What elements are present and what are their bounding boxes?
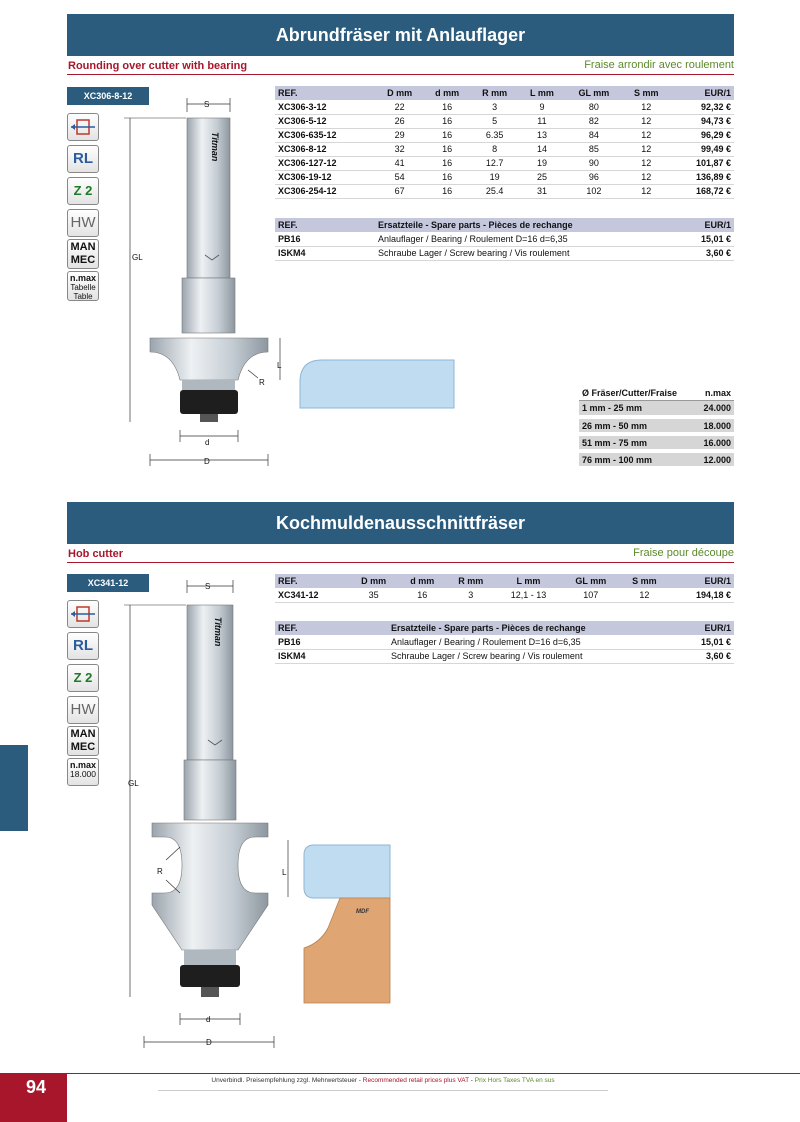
table-row: [579, 451, 734, 468]
table-cell: 22: [375, 100, 423, 114]
table-cell: 15,01 €: [681, 635, 734, 649]
profile-sample-hob: [300, 843, 392, 1005]
table-cell: 24.000: [695, 400, 734, 417]
table-cell: 12,1 - 13: [495, 588, 561, 602]
profile-sample-rounded: [298, 358, 456, 410]
table-cell: 14: [519, 142, 565, 156]
col-d: d mm: [424, 86, 471, 100]
table-cell: XC341-12: [275, 588, 349, 602]
product-table: [275, 86, 734, 199]
rounding-cutter-drawing: [120, 90, 300, 475]
table-cell: 35: [349, 588, 398, 602]
spare-parts-table: [275, 218, 734, 261]
table-cell: 12: [620, 588, 669, 602]
table-cell: 76 mm - 100 mm: [579, 451, 695, 468]
table-row: [275, 649, 734, 663]
footer-sep: -: [356, 1077, 363, 1084]
col-ref: REF.: [275, 621, 388, 635]
col-price: EUR/1: [681, 621, 734, 635]
table-cell: 51 mm - 75 mm: [579, 434, 695, 451]
col-price: EUR/1: [669, 574, 734, 588]
man-label: MAN: [70, 241, 96, 253]
table-row: [275, 128, 734, 142]
col-L: L mm: [519, 86, 565, 100]
table-row: [275, 142, 734, 156]
table-cell: XC306-8-12: [275, 142, 375, 156]
table-row: [579, 400, 734, 417]
table-header: [275, 218, 734, 232]
table-row: [275, 635, 734, 649]
mdf-label: MDF: [356, 909, 369, 915]
col-ref: REF.: [275, 574, 349, 588]
table-row: [275, 114, 734, 128]
brand-label: Titman: [213, 617, 223, 647]
table-cell: XC306-5-12: [275, 114, 375, 128]
table-cell: 54: [375, 170, 423, 184]
table-cell: 18.000: [695, 417, 734, 434]
col-S: S mm: [623, 86, 671, 100]
d-label: d: [205, 438, 210, 447]
page-number: 94: [0, 1073, 67, 1122]
table-cell: 16: [424, 170, 471, 184]
col-D: D mm: [375, 86, 423, 100]
footer-sep: -: [468, 1077, 475, 1084]
rl-badge: RL: [67, 145, 99, 173]
table-cell: 41: [375, 156, 423, 170]
table-cell: 96: [565, 170, 622, 184]
table-cell: 12: [623, 128, 671, 142]
table-cell: 16: [424, 114, 471, 128]
table-row: [275, 184, 734, 198]
divider: [67, 74, 734, 75]
product-code-tag: XC341-12: [67, 574, 149, 592]
brand-label: Titman: [210, 132, 220, 162]
product-table: [275, 574, 734, 603]
D-label: D: [204, 457, 210, 466]
table-cell: 16: [424, 156, 471, 170]
table-cell: 136,89 €: [670, 170, 734, 184]
col-L: L mm: [495, 574, 561, 588]
table-cell: 3,60 €: [681, 649, 734, 663]
spare-parts-table: [275, 621, 734, 664]
nmax-badge: [67, 271, 99, 301]
rotation-icon: [67, 113, 99, 141]
col-D: D mm: [349, 574, 398, 588]
table-cell: 90: [565, 156, 622, 170]
table-cell: 16: [424, 128, 471, 142]
table-cell: 12.000: [695, 451, 734, 468]
l-label: L: [277, 361, 282, 370]
mec-label: MEC: [70, 254, 96, 266]
col-R: R mm: [470, 86, 518, 100]
table-cell: 12: [623, 170, 671, 184]
table-cell: 16: [398, 588, 446, 602]
table-cell: 84: [565, 128, 622, 142]
table-cell: 12: [623, 100, 671, 114]
nmax-label: n.max: [69, 760, 96, 770]
table-cell: 99,49 €: [670, 142, 734, 156]
D-label: D: [206, 1038, 212, 1047]
table-cell: 26: [375, 114, 423, 128]
table-cell: ISKM4: [275, 649, 388, 663]
s-label: S: [205, 582, 211, 591]
table-row: [579, 434, 734, 451]
table-cell: PB16: [275, 232, 375, 246]
section2-subtitle-en: Hob cutter: [68, 548, 123, 560]
table-cell: 26 mm - 50 mm: [579, 417, 695, 434]
section1-title: Abrundfräser mit Anlauflager: [67, 14, 734, 56]
table-row: [275, 232, 734, 246]
table-cell: 6.35: [470, 128, 518, 142]
table-cell: Anlauflager / Bearing / Roulement D=16 d=6,35: [388, 635, 681, 649]
table-cell: Schraube Lager / Screw bearing / Vis roulement: [375, 246, 679, 260]
table-cell: Schraube Lager / Screw bearing / Vis roulement: [388, 649, 681, 663]
table-cell: 16: [424, 100, 471, 114]
footer-en: Recommended retail prices plus VAT: [362, 1077, 469, 1084]
footer-note: [158, 1077, 608, 1091]
col-description: Ersatzteile - Spare parts - Pièces de rechange: [388, 621, 681, 635]
nmax-badge: [67, 758, 99, 786]
hw-badge: HW: [67, 209, 99, 237]
rotation-icon: [67, 600, 99, 628]
table-row: [275, 170, 734, 184]
footer-fr: Prix Hors Taxes TVA en sus: [474, 1077, 555, 1084]
d-label: d: [206, 1015, 211, 1024]
table-cell: 5: [470, 114, 518, 128]
table-cell: 168,72 €: [670, 184, 734, 198]
table-cell: 107: [561, 588, 620, 602]
z2-badge: Z 2: [67, 177, 99, 205]
l-label: L: [282, 868, 287, 877]
table-cell: 67: [375, 184, 423, 198]
section2-title: Kochmuldenausschnittfräser: [67, 502, 734, 544]
divider: [67, 562, 734, 563]
gl-label: GL: [128, 779, 139, 788]
col-ref: REF.: [275, 218, 375, 232]
table-row: [275, 588, 734, 602]
table-row: [579, 417, 734, 434]
col-S: S mm: [620, 574, 669, 588]
max-speed-table: [579, 386, 734, 470]
table-cell: 16.000: [695, 434, 734, 451]
table-row: [275, 156, 734, 170]
table-cell: 25.4: [470, 184, 518, 198]
hob-cutter-drawing: [120, 575, 300, 1055]
table-cell: XC306-127-12: [275, 156, 375, 170]
col-description: Ersatzteile - Spare parts - Pièces de rechange: [375, 218, 679, 232]
table-cell: 29: [375, 128, 423, 142]
section1-subtitle-en: Rounding over cutter with bearing: [68, 60, 248, 72]
table-cell: 12: [623, 142, 671, 156]
table-cell: 16: [424, 142, 471, 156]
table-header: [579, 386, 734, 400]
nmax-tabelle: Tabelle: [70, 283, 96, 292]
table-cell: 15,01 €: [679, 232, 734, 246]
table-cell: 102: [565, 184, 622, 198]
table-header: [275, 86, 734, 100]
table-cell: 80: [565, 100, 622, 114]
table-cell: 94,73 €: [670, 114, 734, 128]
section2-subtitle-fr: Fraise pour découpe: [633, 547, 734, 559]
table-cell: 12: [623, 184, 671, 198]
table-cell: 12: [623, 114, 671, 128]
table-cell: 13: [519, 128, 565, 142]
col-d: d mm: [398, 574, 446, 588]
table-cell: 25: [519, 170, 565, 184]
table-cell: 32: [375, 142, 423, 156]
section1-subtitle-fr: Fraise arrondir avec roulement: [584, 59, 734, 71]
col-price: EUR/1: [679, 218, 734, 232]
col-diameter: Ø Fräser/Cutter/Fraise: [579, 386, 695, 400]
table-cell: 3,60 €: [679, 246, 734, 260]
nmax-table: Table: [73, 292, 93, 301]
table-cell: 12: [623, 156, 671, 170]
col-R: R mm: [446, 574, 495, 588]
table-cell: XC306-254-12: [275, 184, 375, 198]
table-header: [275, 574, 734, 588]
table-cell: 101,87 €: [670, 156, 734, 170]
rl-badge: RL: [67, 632, 99, 660]
table-cell: XC306-635-12: [275, 128, 375, 142]
mec-label: MEC: [70, 741, 96, 753]
r-label: R: [259, 378, 265, 387]
product-code-tag: XC306-8-12: [67, 87, 149, 105]
table-cell: 1 mm - 25 mm: [579, 400, 695, 417]
table-cell: 3: [470, 100, 518, 114]
col-GL: GL mm: [565, 86, 622, 100]
hw-badge: HW: [67, 696, 99, 724]
table-cell: 19: [519, 156, 565, 170]
nmax-value: 18.000: [70, 769, 96, 779]
table-cell: 16: [424, 184, 471, 198]
table-cell: 19: [470, 170, 518, 184]
chapter-tab: [0, 745, 28, 831]
table-cell: Anlauflager / Bearing / Roulement D=16 d=6,35: [375, 232, 679, 246]
table-cell: 82: [565, 114, 622, 128]
z2-badge: Z 2: [67, 664, 99, 692]
man-mec-badge: [67, 239, 99, 269]
table-header: [275, 621, 734, 635]
man-mec-badge: [67, 726, 99, 756]
table-cell: 31: [519, 184, 565, 198]
footer-de: Unverbindl. Preisempfehlung zzgl. Mehrwertsteuer: [211, 1077, 357, 1084]
table-cell: 11: [519, 114, 565, 128]
table-cell: XC306-19-12: [275, 170, 375, 184]
table-cell: XC306-3-12: [275, 100, 375, 114]
r-label: R: [157, 867, 163, 876]
table-cell: ISKM4: [275, 246, 375, 260]
col-nmax: n.max: [695, 386, 734, 400]
footer-divider: [67, 1073, 800, 1074]
table-cell: 8: [470, 142, 518, 156]
col-GL: GL mm: [561, 574, 620, 588]
col-price: EUR/1: [670, 86, 734, 100]
table-cell: 194,18 €: [669, 588, 734, 602]
table-row: [275, 100, 734, 114]
gl-label: GL: [132, 253, 143, 262]
col-ref: REF.: [275, 86, 375, 100]
table-cell: PB16: [275, 635, 388, 649]
table-cell: 3: [446, 588, 495, 602]
man-label: MAN: [70, 728, 96, 740]
table-cell: 96,29 €: [670, 128, 734, 142]
table-cell: 92,32 €: [670, 100, 734, 114]
table-cell: 12.7: [470, 156, 518, 170]
table-cell: 9: [519, 100, 565, 114]
table-cell: 85: [565, 142, 622, 156]
nmax-label: n.max: [69, 273, 96, 283]
table-row: [275, 246, 734, 260]
s-label: S: [204, 100, 210, 109]
